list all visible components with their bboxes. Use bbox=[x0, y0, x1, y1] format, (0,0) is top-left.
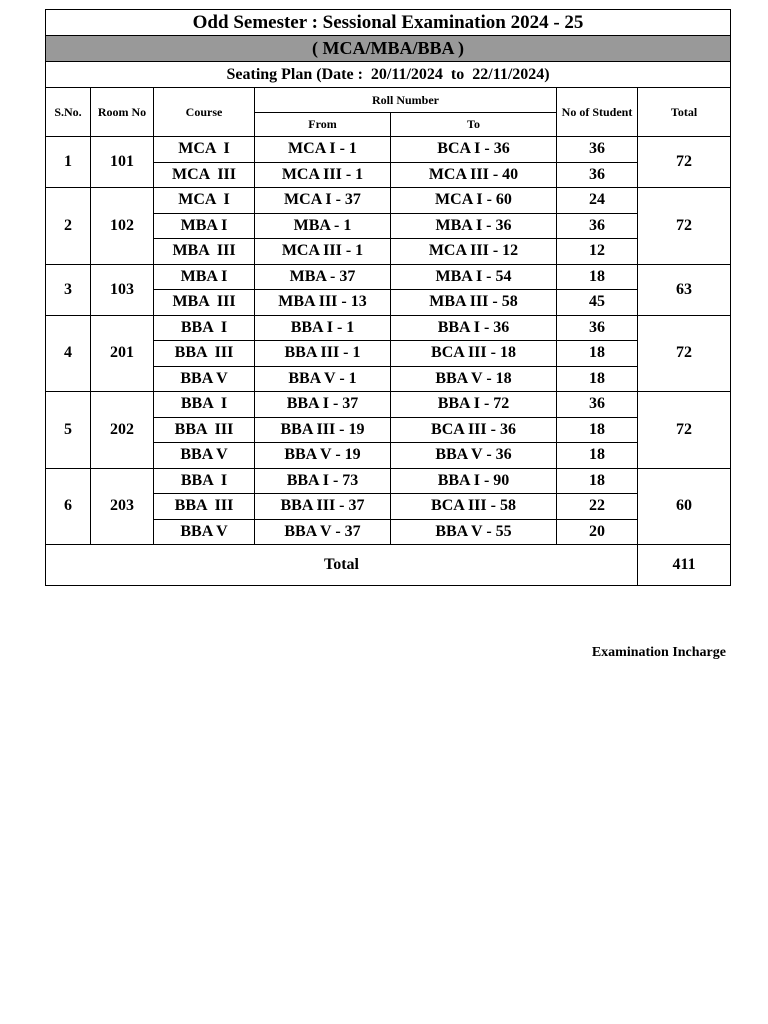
column-header-room: Room No bbox=[91, 88, 154, 137]
roll-to-cell: BCA III - 18 bbox=[391, 341, 557, 367]
roll-from-cell: BBA V - 37 bbox=[255, 519, 391, 545]
serial-number-cell: 5 bbox=[46, 392, 91, 469]
student-count-cell: 18 bbox=[557, 264, 638, 290]
table-row bbox=[46, 137, 731, 163]
serial-number-cell: 2 bbox=[46, 188, 91, 265]
student-count-cell: 18 bbox=[557, 341, 638, 367]
course-cell: BBA V bbox=[154, 366, 255, 392]
roll-to-cell: MCA III - 40 bbox=[391, 162, 557, 188]
student-count-cell: 45 bbox=[557, 290, 638, 316]
roll-to-cell: MBA III - 58 bbox=[391, 290, 557, 316]
student-count-cell: 36 bbox=[557, 392, 638, 418]
roll-to-cell: MCA III - 12 bbox=[391, 239, 557, 265]
course-cell: MBA I bbox=[154, 213, 255, 239]
student-count-cell: 18 bbox=[557, 468, 638, 494]
roll-from-cell: BBA I - 73 bbox=[255, 468, 391, 494]
room-total-cell: 72 bbox=[638, 392, 731, 469]
course-cell: MBA III bbox=[154, 239, 255, 265]
student-count-cell: 36 bbox=[557, 162, 638, 188]
roll-from-cell: BBA V - 1 bbox=[255, 366, 391, 392]
column-header-from: From bbox=[255, 113, 391, 137]
student-count-cell: 36 bbox=[557, 213, 638, 239]
column-header-course: Course bbox=[154, 88, 255, 137]
course-cell: MCA III bbox=[154, 162, 255, 188]
serial-number-cell: 3 bbox=[46, 264, 91, 315]
room-number-cell: 101 bbox=[91, 137, 154, 188]
roll-to-cell: BCA III - 36 bbox=[391, 417, 557, 443]
roll-to-cell: BBA I - 90 bbox=[391, 468, 557, 494]
roll-from-cell: MCA III - 1 bbox=[255, 239, 391, 265]
table-row bbox=[46, 468, 731, 494]
serial-number-cell: 1 bbox=[46, 137, 91, 188]
course-cell: BBA III bbox=[154, 494, 255, 520]
column-header-students: No of Student bbox=[557, 88, 638, 137]
student-count-cell: 12 bbox=[557, 239, 638, 265]
seating-plan-sheet bbox=[45, 9, 730, 586]
roll-to-cell: BBA V - 55 bbox=[391, 519, 557, 545]
roll-to-cell: BBA V - 36 bbox=[391, 443, 557, 469]
room-number-cell: 202 bbox=[91, 392, 154, 469]
student-count-cell: 18 bbox=[557, 366, 638, 392]
roll-from-cell: BBA I - 1 bbox=[255, 315, 391, 341]
roll-from-cell: BBA III - 37 bbox=[255, 494, 391, 520]
grand-total-label: Total bbox=[46, 545, 638, 586]
room-number-cell: 201 bbox=[91, 315, 154, 392]
roll-from-cell: BBA III - 19 bbox=[255, 417, 391, 443]
student-count-cell: 24 bbox=[557, 188, 638, 214]
course-cell: BBA III bbox=[154, 417, 255, 443]
roll-from-cell: BBA III - 1 bbox=[255, 341, 391, 367]
roll-from-cell: BBA I - 37 bbox=[255, 392, 391, 418]
course-cell: MCA I bbox=[154, 188, 255, 214]
student-count-cell: 36 bbox=[557, 315, 638, 341]
grand-total-value: 411 bbox=[638, 545, 731, 586]
table-row bbox=[46, 315, 731, 341]
course-cell: BBA III bbox=[154, 341, 255, 367]
column-header-roll-number: Roll Number bbox=[255, 88, 557, 113]
room-number-cell: 103 bbox=[91, 264, 154, 315]
course-cell: BBA V bbox=[154, 443, 255, 469]
roll-from-cell: MBA III - 13 bbox=[255, 290, 391, 316]
course-cell: MBA III bbox=[154, 290, 255, 316]
seating-plan-dates: Seating Plan (Date : 20/11/2024 to 22/11/2024) bbox=[46, 62, 731, 88]
student-count-cell: 18 bbox=[557, 417, 638, 443]
roll-from-cell: MBA - 1 bbox=[255, 213, 391, 239]
student-count-cell: 36 bbox=[557, 137, 638, 163]
column-header-total: Total bbox=[638, 88, 731, 137]
roll-to-cell: BBA I - 72 bbox=[391, 392, 557, 418]
seating-plan-table bbox=[45, 9, 731, 586]
roll-to-cell: MCA I - 60 bbox=[391, 188, 557, 214]
column-header-to: To bbox=[391, 113, 557, 137]
roll-from-cell: MCA III - 1 bbox=[255, 162, 391, 188]
roll-to-cell: BCA III - 58 bbox=[391, 494, 557, 520]
room-number-cell: 203 bbox=[91, 468, 154, 545]
room-total-cell: 72 bbox=[638, 188, 731, 265]
table-row bbox=[46, 264, 731, 290]
course-cell: BBA I bbox=[154, 392, 255, 418]
column-header-sno: S.No. bbox=[46, 88, 91, 137]
roll-to-cell: BBA I - 36 bbox=[391, 315, 557, 341]
roll-to-cell: BBA V - 18 bbox=[391, 366, 557, 392]
student-count-cell: 22 bbox=[557, 494, 638, 520]
roll-from-cell: MCA I - 37 bbox=[255, 188, 391, 214]
room-total-cell: 72 bbox=[638, 315, 731, 392]
roll-from-cell: BBA V - 19 bbox=[255, 443, 391, 469]
serial-number-cell: 4 bbox=[46, 315, 91, 392]
course-cell: BBA V bbox=[154, 519, 255, 545]
roll-to-cell: MBA I - 54 bbox=[391, 264, 557, 290]
roll-from-cell: MBA - 37 bbox=[255, 264, 391, 290]
serial-number-cell: 6 bbox=[46, 468, 91, 545]
sheet-title: Odd Semester : Sessional Examination 2024 - 25 bbox=[46, 10, 731, 36]
course-cell: MCA I bbox=[154, 137, 255, 163]
examination-incharge-signature: Examination Incharge bbox=[591, 645, 726, 660]
roll-to-cell: BCA I - 36 bbox=[391, 137, 557, 163]
table-row bbox=[46, 392, 731, 418]
student-count-cell: 20 bbox=[557, 519, 638, 545]
course-cell: BBA I bbox=[154, 315, 255, 341]
student-count-cell: 18 bbox=[557, 443, 638, 469]
course-cell: BBA I bbox=[154, 468, 255, 494]
course-cell: MBA I bbox=[154, 264, 255, 290]
table-row bbox=[46, 188, 731, 214]
room-total-cell: 63 bbox=[638, 264, 731, 315]
room-number-cell: 102 bbox=[91, 188, 154, 265]
room-total-cell: 60 bbox=[638, 468, 731, 545]
table-body bbox=[46, 137, 731, 545]
roll-to-cell: MBA I - 36 bbox=[391, 213, 557, 239]
room-total-cell: 72 bbox=[638, 137, 731, 188]
program-subtitle: ( MCA/MBA/BBA ) bbox=[46, 36, 731, 62]
roll-from-cell: MCA I - 1 bbox=[255, 137, 391, 163]
